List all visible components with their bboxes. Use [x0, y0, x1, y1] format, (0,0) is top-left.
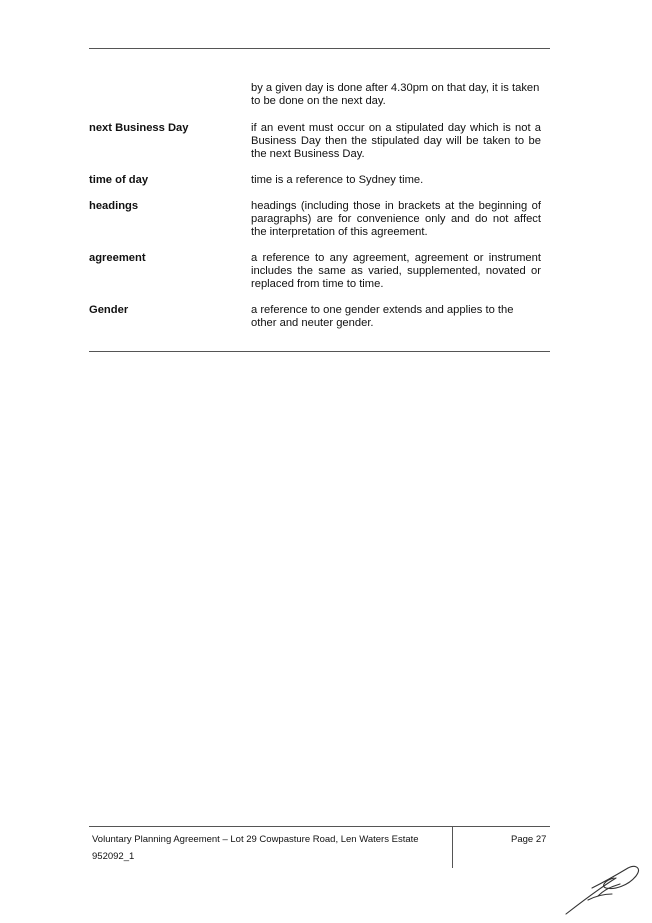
definition-term: next Business Day	[89, 122, 189, 134]
definition-row	[89, 200, 541, 239]
definition-meaning: a reference to one gender extends and applies to the other and neuter gender.	[251, 304, 514, 329]
definition-term: time of day	[89, 174, 149, 186]
header-rule	[89, 48, 550, 49]
footer-doc-ref: 952092_1	[92, 851, 135, 862]
definition-meaning: time is a reference to Sydney time.	[251, 174, 424, 186]
footer-title: Voluntary Planning Agreement – Lot 29 Cowpasture Road, Len Waters Estate	[92, 834, 419, 845]
definition-row	[89, 304, 541, 330]
definition-term: agreement	[89, 252, 146, 264]
definition-meaning: headings (including those in brackets at the beginning of paragraphs) are for convenience only and do not affect the interpretation of this agreement.	[251, 200, 541, 238]
definition-meaning: by a given day is done after 4.30pm on that day, it is taken to be done on the next day.	[251, 82, 540, 107]
page-number: Page 27	[511, 834, 547, 845]
definition-row	[89, 82, 541, 108]
definition-meaning: a reference to any agreement, agreement or instrument includes the same as varied, supplemented, novated or replaced from time to time.	[251, 252, 541, 290]
definition-meaning: if an event must occur on a stipulated day which is not a Business Day then the stipulated day will be taken to be the next Business Day.	[251, 122, 541, 160]
footer-divider	[452, 826, 453, 868]
definition-row	[89, 252, 541, 291]
signature-initials	[562, 858, 644, 918]
definitions-list	[89, 82, 541, 330]
definition-row	[89, 122, 541, 161]
footer-rule	[89, 826, 550, 827]
section-end-rule	[89, 351, 550, 352]
definition-term: headings	[89, 200, 139, 212]
definition-term: Gender	[89, 304, 129, 316]
definition-row	[89, 174, 541, 187]
